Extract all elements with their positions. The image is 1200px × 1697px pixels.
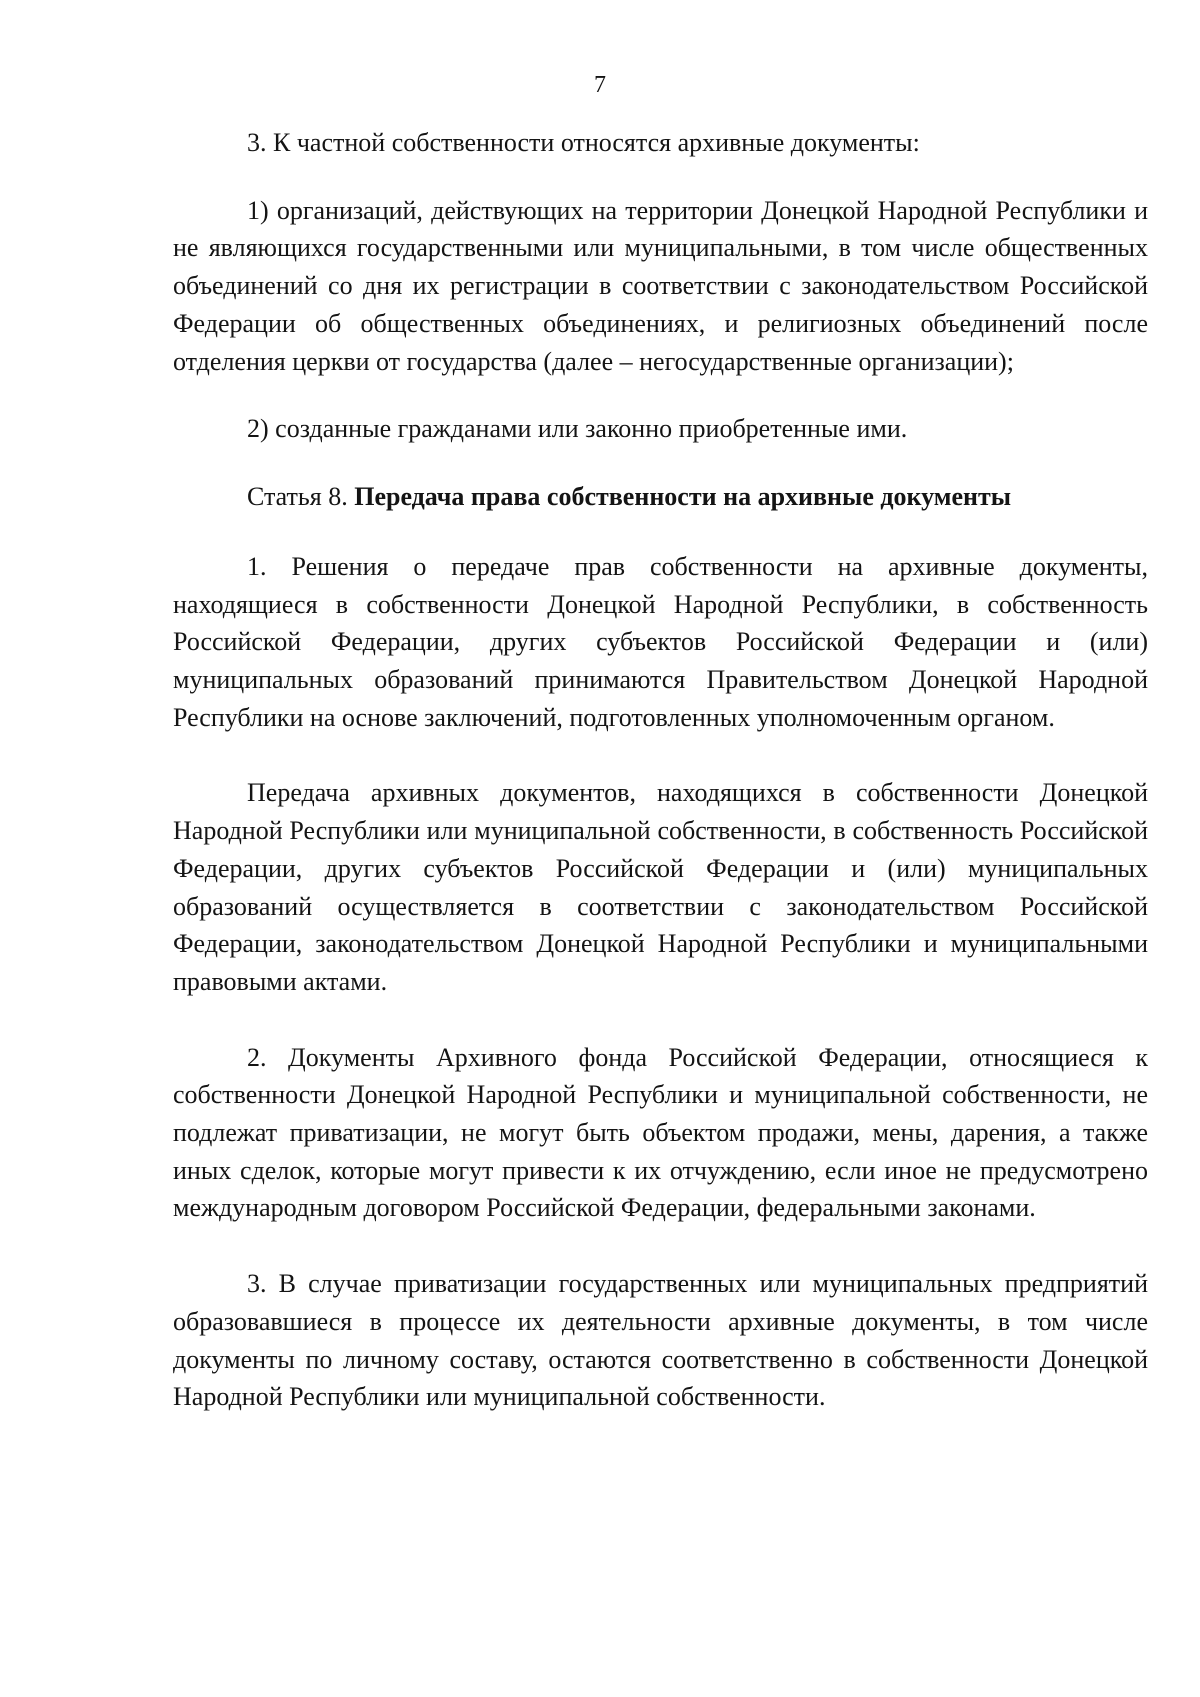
paragraph-item-1: 1) организаций, действующих на территории Донецкой Народной Республики и не являющихся государственными или муниципальными, в том числе общественных объединений со дня их регистрации в соответствии с законодательством Российской Федерации об общественных объединениях, и религиозных объединений после отделения церкви от государства (далее – негосударственные организации); [173, 195, 1148, 376]
paragraph-article-8-part-3: 3. В случае приватизации государственных или муниципальных предприятий образовавшиеся в процессе их деятельности архивные документы, в том числе документы по личному составу, остаются соответственно в собственности Донецкой Народной Республики или муниципальной собственности. [173, 1269, 1148, 1412]
paragraph-article-8-part-2: 2. Документы Архивного фонда Российской Федерации, относящиеся к собственности Донецкой Народной Республики и муниципальной собственности, не подлежат приватизации, не могут быть объектом продажи, мены, дарения, а также иных сделок, которые могут привести к их отчуждению, если иное не предусмотрено международным договором Российской Федерации, федеральными законами. [173, 1042, 1148, 1223]
article-heading [173, 478, 1148, 516]
article-title: Передача права собственности на архивные документы [354, 481, 1012, 511]
paragraph-item-2: 2) созданные гражданами или законно приобретенные ими. [247, 414, 908, 444]
article-label: Статья 8. [247, 481, 348, 511]
document-body [173, 124, 1148, 1454]
paragraph-part-3-intro: 3. К частной собственности относятся архивные документы: [247, 128, 920, 157]
paragraph-article-8-transfer: Передача архивных документов, находящихся в собственности Донецкой Народной Республики или муниципальной собственности, в собственность Российской Федерации, других субъектов Российской Федерации и (или) муниципальных образований осуществляется в соответствии с законодательством Российской Федерации, законодательством Донецкой Народной Республики и муниципальными правовыми актами. [173, 778, 1148, 996]
paragraph-article-8-part-1: 1. Решения о передаче прав собственности на архивные документы, находящиеся в собственности Донецкой Народной Республики, в собственность Российской Федерации, других субъектов Российской Федерации и (или) муниципальных образований принимаются Правительством Донецкой Народной Республики на основе заключений, подготовленных уполномоченным органом. [173, 551, 1148, 732]
page-number: 7 [594, 72, 606, 98]
